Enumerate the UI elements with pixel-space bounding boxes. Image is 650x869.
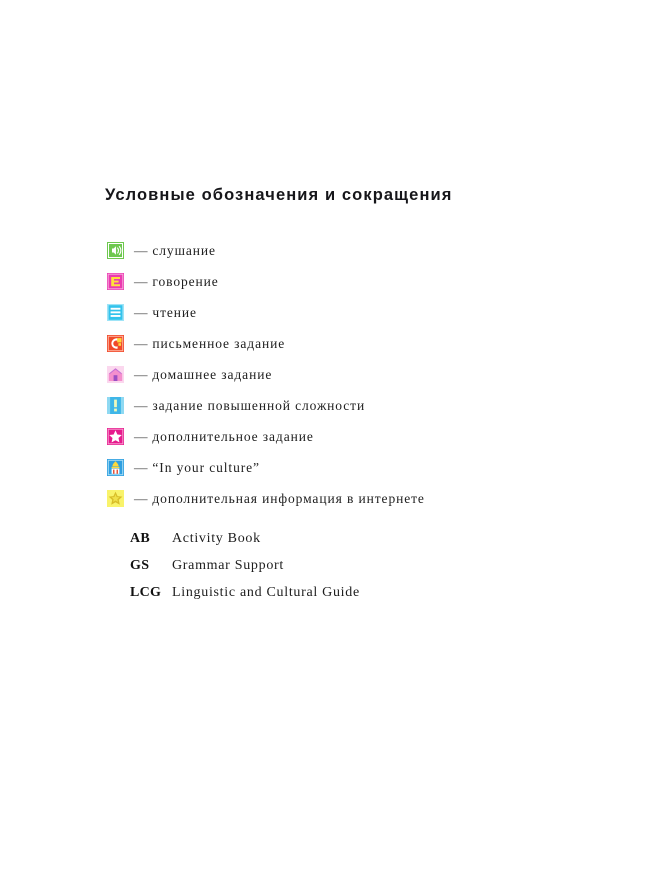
advanced-task-icon xyxy=(107,397,124,414)
dash-separator: — xyxy=(134,335,149,351)
speaking-icon xyxy=(107,273,124,290)
abbreviation-value: Linguistic and Cultural Guide xyxy=(172,585,360,600)
dash-separator: — xyxy=(134,304,149,320)
legend-page-content xyxy=(105,186,585,612)
abbreviation-key: LCG xyxy=(130,585,162,600)
list-item xyxy=(105,531,585,558)
legend-item-label xyxy=(134,275,219,289)
writing-task-icon xyxy=(107,335,124,352)
list-item xyxy=(105,585,585,612)
list-item xyxy=(105,558,585,585)
listening-icon xyxy=(107,242,124,259)
legend-label-text: говорение xyxy=(152,273,219,289)
list-item xyxy=(105,421,585,452)
abbreviation-key: AB xyxy=(130,531,151,546)
abbreviation-value: Activity Book xyxy=(172,531,261,546)
legend-item-label xyxy=(134,244,216,258)
list-item xyxy=(105,483,585,514)
in-your-culture-icon xyxy=(107,459,124,476)
list-item xyxy=(105,297,585,328)
internet-info-star-icon xyxy=(107,490,124,507)
legend-item-label xyxy=(134,399,365,413)
legend-list xyxy=(105,235,585,514)
abbreviation-key: GS xyxy=(130,558,150,573)
dash-separator: — xyxy=(134,428,149,444)
abbreviation-value: Grammar Support xyxy=(172,558,284,573)
extra-task-star-icon xyxy=(107,428,124,445)
dash-separator: — xyxy=(134,459,149,475)
legend-item-label xyxy=(134,306,197,320)
dash-separator: — xyxy=(134,242,149,258)
dash-separator: — xyxy=(134,397,149,413)
legend-label-text: дополнительная информация в интернете xyxy=(152,490,425,506)
legend-label-text: слушание xyxy=(152,242,216,258)
abbreviations-list xyxy=(105,531,585,612)
list-item xyxy=(105,266,585,297)
dash-separator: — xyxy=(134,490,149,506)
reading-icon xyxy=(107,304,124,321)
legend-item-label xyxy=(134,368,272,382)
legend-label-text: чтение xyxy=(152,304,197,320)
dash-separator: — xyxy=(134,273,149,289)
legend-label-text: домашнее задание xyxy=(152,366,273,382)
legend-label-text: письменное задание xyxy=(152,335,286,351)
legend-label-text: дополнительное задание xyxy=(152,428,314,444)
list-item xyxy=(105,359,585,390)
list-item xyxy=(105,452,585,483)
dash-separator: — xyxy=(134,366,149,382)
legend-item-label xyxy=(134,337,285,351)
list-item xyxy=(105,328,585,359)
legend-item-label xyxy=(134,430,314,444)
page-title: Условные обозначения и сокращения xyxy=(105,186,453,204)
legend-label-text: задание повышенной сложности xyxy=(152,397,366,413)
legend-item-label xyxy=(134,492,425,506)
homework-house-icon xyxy=(107,366,124,383)
list-item xyxy=(105,235,585,266)
legend-label-text: “In your culture” xyxy=(152,459,260,475)
legend-item-label xyxy=(134,461,260,475)
list-item xyxy=(105,390,585,421)
